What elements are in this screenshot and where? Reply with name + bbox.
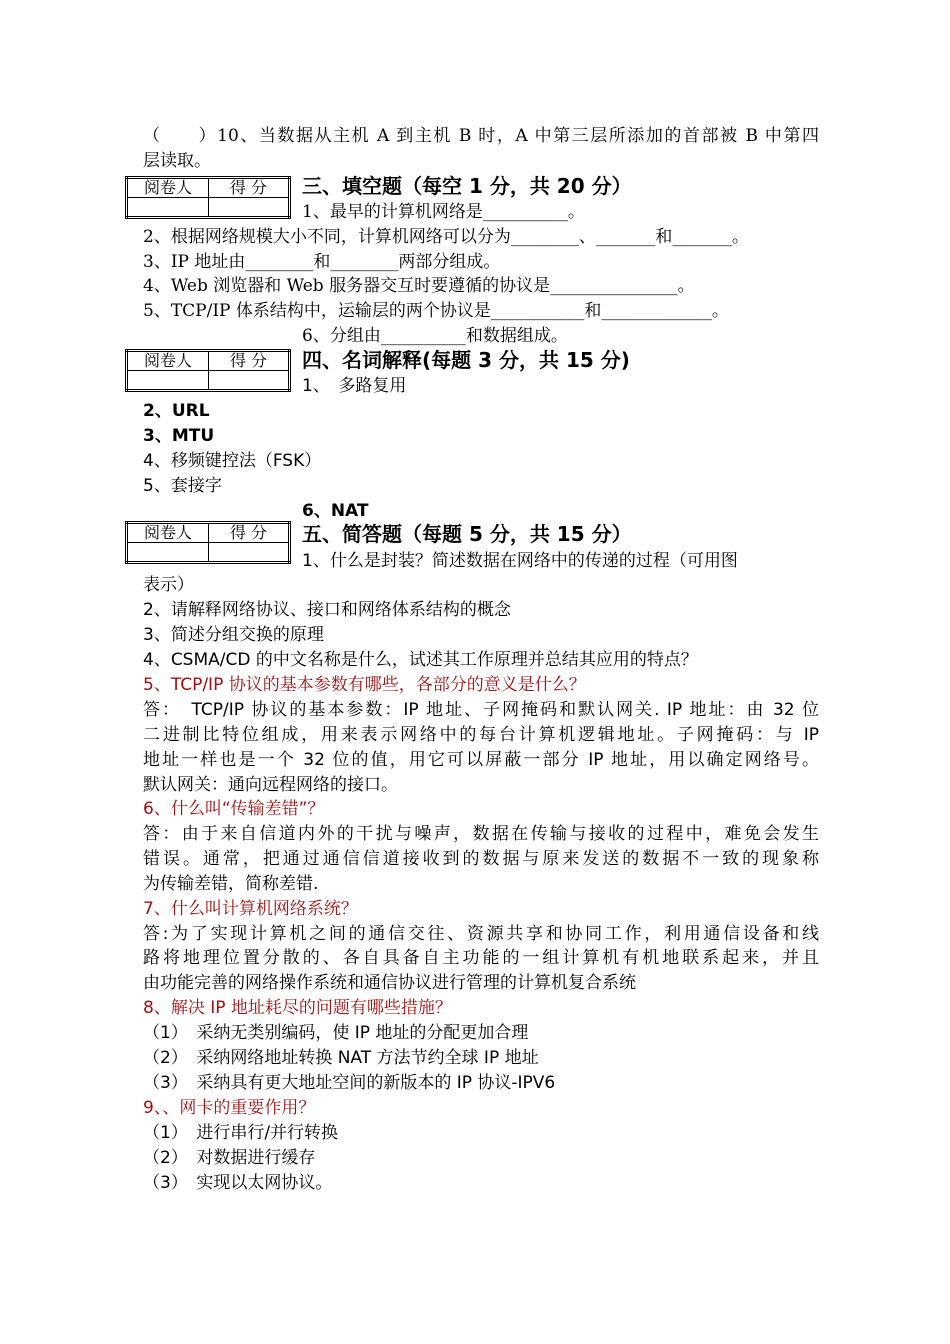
score-label: 得 分 (209, 523, 290, 543)
short-q9: 9、、网卡的重要作用？ (143, 1098, 316, 1118)
score-cell (209, 198, 290, 218)
term-item-2: 2、URL (143, 401, 210, 421)
term-item-5: 5、套接字 (143, 476, 222, 496)
fill-item-2: 2、根据网络规模大小不同，计算机网络可以分为________、_______和_______。 (143, 227, 749, 247)
answer9-item-1: （1） 进行串行/并行转换 (143, 1123, 339, 1143)
answer9-item-3: （3） 实现以太网协议。 (143, 1173, 333, 1193)
score-box-section3 (125, 176, 291, 219)
answer9-item-2: （2） 对数据进行缓存 (143, 1148, 316, 1168)
short-q5: 5、TCP/IP 协议的基本参数有哪些，各部分的意义是什么？ (143, 675, 586, 695)
fill-item-6: 6、分组由__________和数据组成。 (302, 326, 568, 346)
short-q4: 4、CSMA/CD 的中文名称是什么，试述其工作原理并总结其应用的特点？ (143, 650, 698, 670)
score-label: 得 分 (209, 178, 290, 198)
reviewer-label: 阅卷人 (127, 178, 209, 198)
short-q3: 3、简述分组交换的原理 (143, 625, 324, 645)
score-cell (209, 543, 290, 563)
answer6-line1: 答：由于来自信道内外的干扰与噪声，数据在传输与接收的过程中，难免会发生 (143, 824, 819, 844)
reviewer-cell (127, 198, 209, 218)
section4-title: 四、名词解释(每题 3 分，共 15 分) (302, 348, 630, 372)
answer8-item-1: （1） 采纳无类别编码，使 IP 地址的分配更加合理 (143, 1023, 529, 1043)
q10-line2: 层读取。 (143, 151, 211, 171)
fill-item-5: 5、TCP/IP 体系结构中，运输层的两个协议是___________和_____________。 (143, 301, 729, 321)
short-q7: 7、什么叫计算机网络系统？ (143, 899, 358, 919)
section5-title: 五、简答题（每题 5 分，共 15 分） (302, 522, 632, 546)
reviewer-cell (127, 371, 209, 391)
fill-item-1: 1、最早的计算机网络是__________。 (302, 202, 585, 222)
score-box-section5 (125, 521, 291, 564)
reviewer-label: 阅卷人 (127, 351, 209, 371)
fill-item-3: 3、IP 地址由________和________两部分组成。 (143, 252, 501, 272)
answer6-line3: 为传输差错，简称差错. (143, 874, 319, 894)
reviewer-label: 阅卷人 (127, 523, 209, 543)
answer8-item-3: （3） 采纳具有更大地址空间的新版本的 IP 协议-IPV6 (143, 1073, 556, 1093)
short-q1-line2: 表示） (143, 575, 194, 595)
answer5-line1: 答： TCP/IP 协议的基本参数：IP 地址、子网掩码和默认网关. IP 地址：由 32 位 (143, 700, 819, 720)
answer7-line3: 由功能完善的网络操作系统和通信协议进行管理的计算机复合系统 (143, 973, 636, 993)
answer6-line2: 错误。通常，把通过通信信道接收到的数据与原来发送的数据不一致的现象称 (143, 849, 819, 869)
score-label: 得 分 (209, 351, 290, 371)
answer5-line2: 二进制比特位组成，用来表示网络中的每台计算机逻辑地址。子网掩码：与 IP (143, 725, 819, 745)
reviewer-cell (127, 543, 209, 563)
term-item-3: 3、MTU (143, 426, 215, 446)
short-q8: 8、解决 IP 地址耗尽的问题有哪些措施？ (143, 998, 452, 1018)
answer7-line2: 路将地理位置分散的、各自具备自主功能的一组计算机有机地联系起来，并且 (143, 948, 819, 968)
term-item-4: 4、移频键控法（FSK） (143, 451, 322, 471)
score-box-section4 (125, 349, 291, 392)
short-q2: 2、请解释网络协议、接口和网络体系结构的概念 (143, 600, 511, 620)
answer5-line3: 地址一样也是一个 32 位的值，用它可以屏蔽一部分 IP 地址，用以确定网络号。 (143, 750, 819, 770)
term-item-6: 6、NAT (302, 501, 369, 521)
answer7-line1: 答:为了实现计算机之间的通信交往、资源共享和协同工作，利用通信设备和线 (143, 924, 819, 944)
section3-title: 三、填空题（每空 1 分，共 20 分） (302, 174, 632, 198)
short-q1-line1: 1、什么是封装？简述数据在网络中的传递的过程（可用图 (302, 551, 738, 571)
short-q6: 6、什么叫“传输差错”？ (143, 799, 325, 819)
q10-line1: （ ）10、当数据从主机 A 到主机 B 时，A 中第三层所添加的首部被 B 中第四 (143, 126, 819, 146)
score-cell (209, 371, 290, 391)
term-item-1: 1、 多路复用 (302, 376, 407, 396)
answer5-line4: 默认网关：通向远程网络的接口。 (143, 775, 398, 795)
fill-item-4: 4、Web 浏览器和 Web 服务器交互时要遵循的协议是_______________。 (143, 276, 695, 296)
answer8-item-2: （2） 采纳网络地址转换 NAT 方法节约全球 IP 地址 (143, 1048, 539, 1068)
